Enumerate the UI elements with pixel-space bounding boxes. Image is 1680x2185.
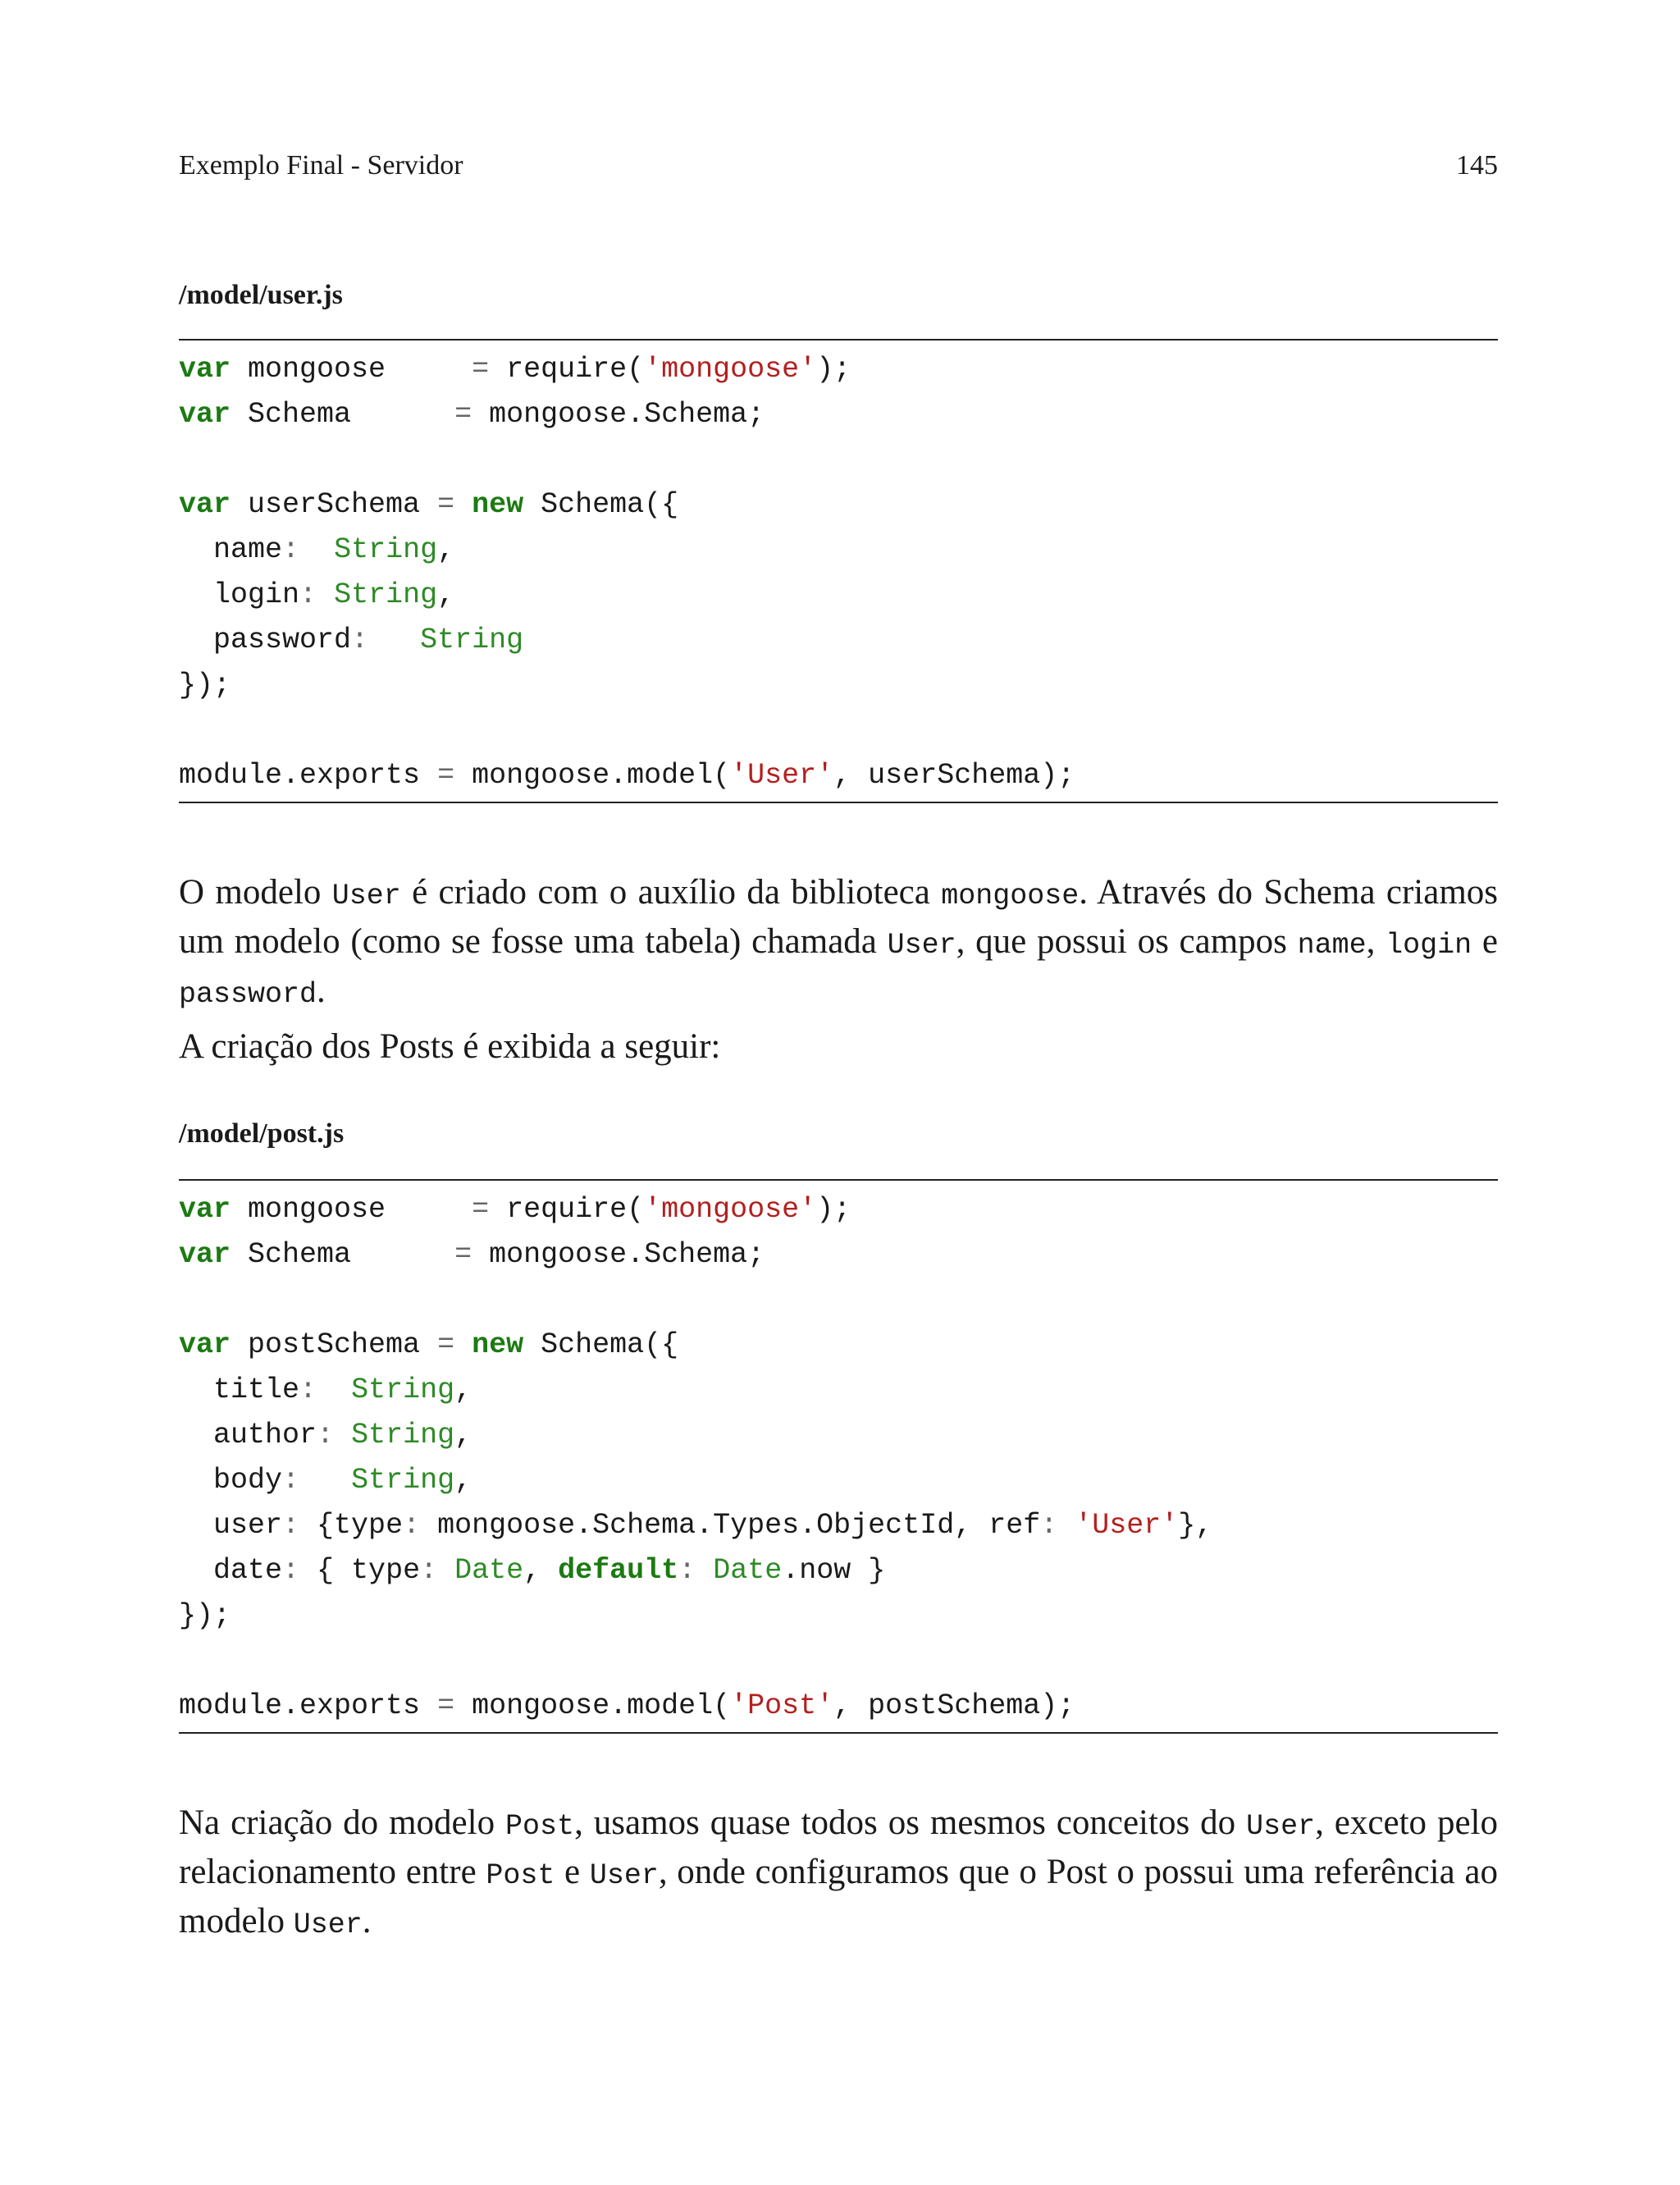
code-token: 'Post' (730, 1689, 834, 1722)
code-token: mongoose.Schema; (472, 1238, 765, 1271)
text-run: A criação dos Posts é exibida a seguir: (179, 1027, 721, 1066)
code-token: : (351, 624, 369, 656)
code-token: var (179, 1193, 231, 1226)
inline-code: Post (505, 1810, 575, 1843)
user-code-block (179, 339, 1498, 803)
code-line (179, 1278, 1498, 1323)
paragraph-posts-intro (179, 1024, 1498, 1070)
code-token: Schema (231, 398, 455, 431)
code-token: : (1040, 1509, 1058, 1542)
code-token (437, 1554, 454, 1587)
code-token: var (179, 353, 231, 386)
code-token: var (179, 398, 231, 431)
code-token: postSchema (231, 1328, 438, 1361)
code-token: Schema({ (523, 1328, 679, 1361)
code-token: : (299, 578, 317, 611)
text-run: Na criação do modelo (179, 1803, 506, 1842)
code-token: mongoose (231, 1193, 472, 1226)
text-run: O modelo (179, 873, 332, 912)
code-token: String (351, 1419, 455, 1451)
text-run: e (1472, 922, 1498, 961)
code-token (696, 1554, 713, 1587)
code-token: name (179, 533, 283, 566)
code-line (179, 663, 1498, 708)
code-token: Date (454, 1554, 524, 1587)
inline-code: mongoose (941, 880, 1080, 912)
code-line (179, 1548, 1498, 1593)
code-token: var (179, 488, 231, 521)
code-token: default (558, 1554, 679, 1587)
code-token: = (454, 398, 472, 431)
code-token: : (282, 533, 300, 566)
code-token (368, 624, 420, 656)
code-token: : (299, 1374, 317, 1406)
post-file-title: /model/post.js (179, 1118, 345, 1149)
code-line (179, 1593, 1498, 1639)
code-token: , (523, 1554, 559, 1587)
code-token: mongoose.Schema.Types.ObjectId, ref (420, 1509, 1041, 1542)
code-token: mongoose.model( (454, 1689, 731, 1722)
code-token: 'User' (730, 759, 834, 792)
code-line (179, 708, 1498, 753)
code-token (299, 533, 334, 566)
inline-code: Post (486, 1859, 555, 1892)
code-line (179, 753, 1498, 798)
code-token: require( (489, 1193, 645, 1226)
text-run: , exceto pelo relacionamento entre (179, 1803, 1498, 1891)
code-line (179, 1323, 1498, 1368)
inline-code: User (293, 1908, 363, 1941)
code-token: date (179, 1554, 283, 1587)
code-token: String (334, 533, 438, 566)
code-token: = (437, 488, 455, 521)
inline-code: login (1386, 929, 1472, 962)
code-line (179, 1232, 1498, 1278)
code-token: String (334, 578, 438, 611)
code-token: mongoose.model( (454, 759, 731, 792)
code-token: String (351, 1464, 455, 1497)
code-token: 'mongoose' (644, 353, 817, 386)
code-token: var (179, 1328, 231, 1361)
code-token: : (282, 1509, 300, 1542)
text-run: , que possui os campos (956, 922, 1298, 961)
code-token (334, 1419, 351, 1451)
code-token: user (179, 1509, 283, 1542)
code-token: , (437, 533, 455, 566)
text-run: é criado com o auxílio da biblioteca (400, 873, 942, 912)
code-token: title (179, 1374, 300, 1406)
text-run: . (362, 1902, 372, 1940)
code-token: , (454, 1374, 472, 1406)
code-token (299, 1464, 351, 1497)
code-token: ); (816, 1193, 851, 1226)
code-token: = (437, 1328, 455, 1361)
code-line (179, 528, 1498, 573)
code-token: : (282, 1554, 300, 1587)
code-line (179, 347, 1498, 392)
code-token: , (437, 578, 455, 611)
code-token (454, 1328, 472, 1361)
code-token: author (179, 1419, 317, 1451)
code-token: Date (713, 1554, 783, 1587)
code-token: 'mongoose' (644, 1193, 817, 1226)
text-run: . (317, 971, 326, 1010)
code-line (179, 1684, 1498, 1729)
inline-code: password (179, 978, 317, 1011)
text-run: , onde configuramos que o Post o possui uma referência ao modelo (179, 1853, 1498, 1940)
code-token: String (351, 1374, 455, 1406)
code-token: : (282, 1464, 300, 1497)
code-token: String (420, 624, 524, 656)
text-run: , (1366, 922, 1386, 961)
code-token: , (454, 1419, 472, 1451)
code-token: }); (179, 669, 231, 702)
code-token: , userSchema); (833, 759, 1075, 792)
code-token: , (454, 1464, 472, 1497)
code-line (179, 1458, 1498, 1503)
inline-code: User (887, 929, 956, 962)
code-line (179, 1187, 1498, 1232)
code-token: login (179, 578, 300, 611)
code-token (317, 578, 334, 611)
text-run: e (555, 1853, 590, 1891)
code-token: Schema (231, 1238, 455, 1271)
code-token: }); (179, 1599, 231, 1632)
code-token: mongoose (231, 353, 472, 386)
code-token: require( (489, 353, 645, 386)
code-token: : (317, 1419, 335, 1451)
code-token: module.exports (179, 1689, 438, 1722)
code-line (179, 437, 1498, 482)
code-token: 'User' (1075, 1509, 1179, 1542)
code-token: : (678, 1554, 696, 1587)
running-header (179, 146, 1498, 185)
code-line (179, 1503, 1498, 1548)
code-token (317, 1374, 351, 1406)
post-code-block (179, 1179, 1498, 1734)
code-token: : (403, 1509, 421, 1542)
page-number: 145 (1456, 150, 1498, 181)
code-token: new (472, 488, 524, 521)
code-line (179, 482, 1498, 528)
code-token: {type (299, 1509, 404, 1542)
text-run: . Através do Schema criamos um modelo (como se fosse uma tabela) chamada (179, 873, 1499, 961)
inline-code: User (331, 880, 401, 912)
user-file-title: /model/user.js (179, 280, 343, 310)
code-line (179, 618, 1498, 663)
inline-code: User (1246, 1810, 1316, 1843)
code-token: password (179, 624, 352, 656)
code-token: .now } (782, 1554, 886, 1587)
code-token: module.exports (179, 759, 438, 792)
code-token (454, 488, 472, 521)
code-token: { type (299, 1554, 421, 1587)
chapter-title: Exemplo Final - Servidor (179, 150, 463, 181)
code-token: : (420, 1554, 438, 1587)
code-line (179, 1368, 1498, 1413)
code-token: = (454, 1238, 472, 1271)
code-line (179, 392, 1498, 437)
code-token: var (179, 1238, 231, 1271)
code-token: }, (1178, 1509, 1213, 1542)
code-token: mongoose.Schema; (472, 398, 765, 431)
code-token: = (472, 353, 490, 386)
code-line (179, 1639, 1498, 1684)
code-token: userSchema (231, 488, 438, 521)
inline-code: User (589, 1859, 659, 1892)
code-token: = (437, 759, 455, 792)
inline-code: name (1297, 929, 1367, 962)
code-token: = (472, 1193, 490, 1226)
code-line (179, 573, 1498, 618)
paragraph-post-model (179, 1800, 1498, 1948)
code-token: body (179, 1464, 283, 1497)
paragraph-user-model (179, 870, 1498, 1017)
text-run: , usamos quase todos os mesmos conceitos do (574, 1803, 1247, 1842)
code-token (1057, 1509, 1075, 1542)
code-token: , postSchema); (833, 1689, 1075, 1722)
code-line (179, 1413, 1498, 1458)
code-token: ); (816, 353, 851, 386)
code-token: new (472, 1328, 524, 1361)
code-token: Schema({ (523, 488, 679, 521)
code-token: = (437, 1689, 455, 1722)
